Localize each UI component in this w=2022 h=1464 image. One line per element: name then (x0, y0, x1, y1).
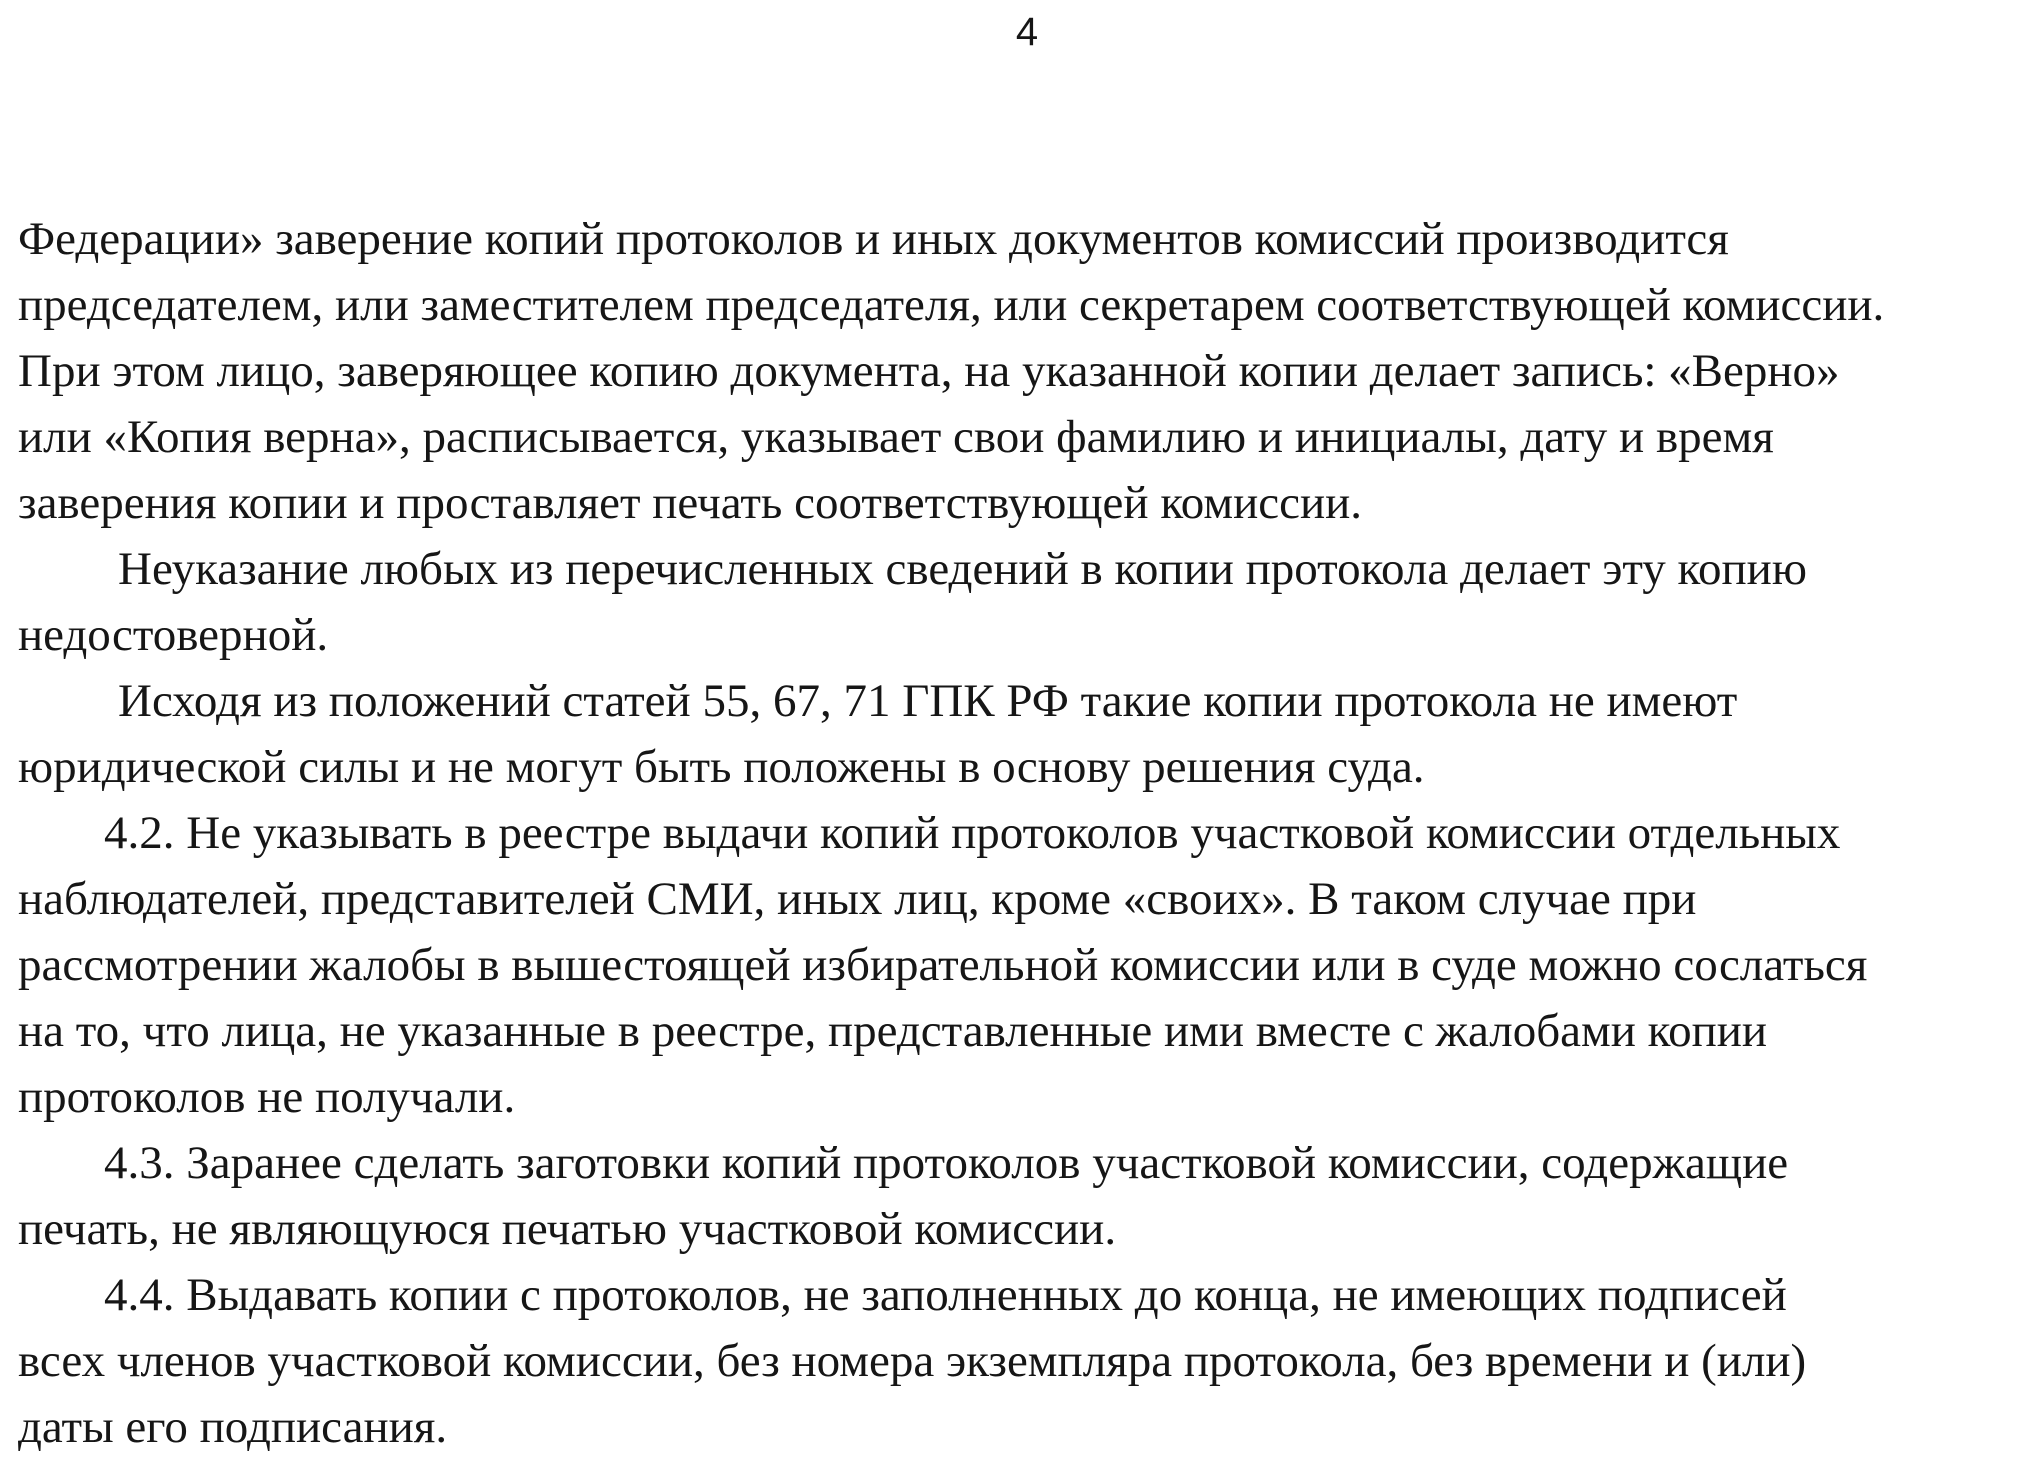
text-line-1: Федерации» заверение копий протоколов и иных документов комиссий производится (18, 213, 1729, 265)
text-line-2: председателем, или заместителем председателя, или секретарем соответствующей комиссии. (18, 279, 1885, 331)
text-line-12: рассмотрении жалобы в вышестоящей избирательной комиссии или в суде можно сослаться (18, 939, 1868, 991)
text-line-18: всех членов участковой комиссии, без номера экземпляра протокола, без времени и (или) (18, 1335, 1807, 1387)
text-line-19: даты его подписания. (18, 1401, 448, 1453)
text-line-8: Исходя из положений статей 55, 67, 71 ГПК РФ такие копии протокола не имеют (118, 675, 1738, 727)
text-line-13: на то, что лица, не указанные в реестре, представленные ими вместе с жалобами копии (18, 1005, 1768, 1057)
text-line-15: 4.3. Заранее сделать заготовки копий протоколов участковой комиссии, содержащие (104, 1137, 1789, 1189)
text-line-11: наблюдателей, представителей СМИ, иных лиц, кроме «своих». В таком случае при (18, 873, 1697, 925)
text-line-4: или «Копия верна», расписывается, указывает свои фамилию и инициалы, дату и время (18, 411, 1774, 463)
text-line-14: протоколов не получали. (18, 1071, 516, 1123)
text-line-16: печать, не являющуюся печатью участковой комиссии. (18, 1203, 1117, 1255)
text-line-5: заверения копии и проставляет печать соответствующей комиссии. (18, 477, 1363, 529)
text-line-7: недостоверной. (18, 609, 329, 661)
text-line-9: юридической силы и не могут быть положены в основу решения суда. (18, 741, 1425, 793)
text-line-3: При этом лицо, заверяющее копию документа, на указанной копии делает запись: «Верно» (18, 345, 1840, 397)
document-body (18, 206, 2016, 1460)
text-line-17: 4.4. Выдавать копии с протоколов, не заполненных до конца, не имеющих подписей (104, 1269, 1787, 1321)
text-line-10: 4.2. Не указывать в реестре выдачи копий протоколов участковой комиссии отдельных (104, 807, 1841, 859)
page-number: 4 (1015, 10, 1039, 54)
text-line-6: Неуказание любых из перечисленных сведений в копии протокола делает эту копию (118, 543, 1807, 595)
